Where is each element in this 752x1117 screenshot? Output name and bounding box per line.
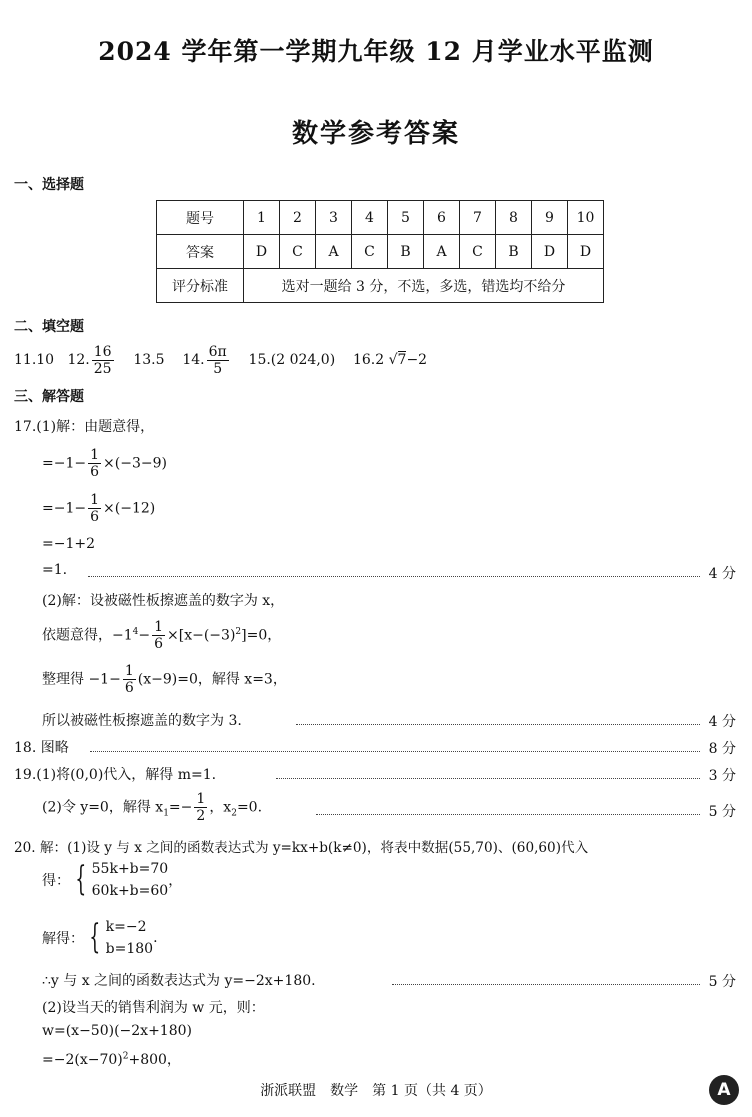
score-label: 5 分 xyxy=(708,804,736,820)
denominator: 6 xyxy=(90,464,100,480)
question-number: 10 xyxy=(568,201,604,235)
q20-line-7 xyxy=(42,1049,181,1069)
page-footer: 浙派联盟 数学 第 1 页（共 4 页） xyxy=(260,1083,492,1099)
answer-16 xyxy=(353,351,427,368)
dotted-leader xyxy=(316,814,700,815)
text-segment: 解得： xyxy=(42,931,84,947)
score-label: 4 分 xyxy=(708,566,736,582)
answer-cell: B xyxy=(496,235,532,269)
dotted-leader xyxy=(392,984,700,985)
text-segment: ，x xyxy=(209,799,232,816)
numerator: 16 xyxy=(93,343,112,360)
question-number: 5 xyxy=(388,201,424,235)
fraction xyxy=(88,493,101,524)
dotted-leader xyxy=(88,576,700,577)
q17-line-1: 17.(1)解：由题意得， xyxy=(14,419,155,435)
q17-line-4: =−1+2 xyxy=(42,536,96,552)
answer-14-label: 14. xyxy=(182,352,205,368)
q17-line-3 xyxy=(42,493,155,524)
subscript: 2 xyxy=(231,808,237,819)
numerator: 1 xyxy=(90,492,100,508)
question-number: 1 xyxy=(244,201,280,235)
q20-line-4: ∴y 与 x 之间的函数表达式为 y=−2x+180. xyxy=(42,973,316,989)
numerator: 1 xyxy=(90,447,100,463)
q18-line: 18. 图略 xyxy=(14,740,69,756)
numerator: 6π xyxy=(208,343,227,360)
q17-part2-line-2 xyxy=(42,617,281,651)
answer-16-tail: −2 xyxy=(406,352,428,368)
dotted-leader xyxy=(296,724,700,725)
text-segment: =−1− xyxy=(42,500,87,517)
q17-part2-line-4: 所以被磁性板擦遮盖的数字为 3. xyxy=(42,713,242,729)
answer-cell: D xyxy=(568,235,604,269)
scoring-text: 选对一题给 3 分，不选，多选，错选均不给分 xyxy=(244,269,604,303)
table-row-answers xyxy=(157,235,604,269)
section-heading-fill: 二、填空题 xyxy=(14,319,84,335)
numerator: 1 xyxy=(154,619,164,636)
fraction xyxy=(194,792,207,823)
dotted-leader xyxy=(90,751,700,752)
q20-system-1 xyxy=(42,858,182,902)
text-segment: ×[x−(−3) xyxy=(167,627,236,644)
answer-table xyxy=(156,200,604,303)
text-segment: . xyxy=(153,930,158,946)
answer-label: 答案 xyxy=(157,235,244,269)
fraction xyxy=(123,664,136,695)
text-segment: ]=0， xyxy=(241,627,282,644)
answer-cell: C xyxy=(280,235,316,269)
answer-cell: D xyxy=(532,235,568,269)
page-title: 2024 学年第一学期九年级 12 月学业水平监测 xyxy=(98,37,654,66)
text-segment: ， xyxy=(168,873,183,889)
answer-cell: C xyxy=(352,235,388,269)
equation: b=180 xyxy=(105,941,154,957)
text-segment: =− xyxy=(168,799,193,816)
answer-cell: D xyxy=(244,235,280,269)
text-segment: (2)令 y=0，解得 x xyxy=(42,799,164,816)
exponent: 4 xyxy=(132,627,139,637)
q17-line-5: =1. xyxy=(42,562,68,578)
score-label: 5 分 xyxy=(708,974,736,990)
q19-line-2 xyxy=(42,792,262,828)
text-segment: 整理得 −1− xyxy=(42,671,121,688)
exponent: 2 xyxy=(235,627,242,637)
q20-line-6: w=(x−50)(−2x+180) xyxy=(42,1023,192,1039)
equation: 55k+b=70 xyxy=(91,861,169,877)
equation-system xyxy=(106,916,153,960)
answer-14-fraction xyxy=(207,345,229,376)
table-header-label: 题号 xyxy=(157,201,244,235)
q17-line-2 xyxy=(42,448,167,479)
score-label: 8 分 xyxy=(708,741,736,757)
text-segment: ×(−12) xyxy=(103,500,156,517)
answer-cell: B xyxy=(388,235,424,269)
sqrt-icon: √ xyxy=(388,352,398,368)
q20-system-2 xyxy=(42,916,158,960)
table-row-numbers xyxy=(157,201,604,235)
denominator: 6 xyxy=(124,680,134,696)
text-segment: =−2(x−70) xyxy=(42,1052,123,1068)
question-number: 8 xyxy=(496,201,532,235)
denominator: 5 xyxy=(213,360,223,377)
text-segment: 得： xyxy=(42,873,70,889)
denominator: 6 xyxy=(90,509,100,525)
fill-answers xyxy=(14,343,427,377)
question-number: 6 xyxy=(424,201,460,235)
question-number: 3 xyxy=(316,201,352,235)
left-brace-icon: { xyxy=(75,859,87,900)
text-segment: (x−9)=0，解得 x=3， xyxy=(137,671,287,688)
fraction xyxy=(88,448,101,479)
denominator: 6 xyxy=(154,636,164,653)
equation-system xyxy=(92,858,169,902)
equation: 60k+b=60 xyxy=(91,883,169,899)
text-segment: ×(−3−9) xyxy=(103,455,167,472)
denominator: 2 xyxy=(196,808,206,824)
q19-line-1: 19.(1)将(0,0)代入，解得 m=1. xyxy=(14,767,217,783)
answer-16-coefficient: 16.2 xyxy=(352,352,385,368)
q20-line-5: (2)设当天的销售利润为 w 元，则： xyxy=(42,1000,265,1016)
text-segment: +800， xyxy=(128,1052,181,1068)
answer-15: 15.(2 024,0) xyxy=(248,352,336,368)
question-number: 9 xyxy=(532,201,568,235)
table-row-scoring xyxy=(157,269,604,303)
subscript: 1 xyxy=(163,808,169,819)
answer-16-radicand: 7 xyxy=(397,352,407,368)
answer-11: 11.10 xyxy=(14,352,55,368)
numerator: 1 xyxy=(124,663,134,679)
text-segment: − xyxy=(138,627,151,644)
text-segment: 依题意得，−1 xyxy=(42,627,133,644)
equation: k=−2 xyxy=(105,919,147,935)
answer-13: 13.5 xyxy=(133,352,165,368)
exponent: 2 xyxy=(122,1051,129,1062)
answer-cell: A xyxy=(316,235,352,269)
q17-part2-line-3 xyxy=(42,664,287,695)
page-subtitle: 数学参考答案 xyxy=(291,119,460,149)
q17-part2-line-1: (2)解：设被磁性板擦遮盖的数字为 x， xyxy=(42,593,285,609)
section-heading-choice: 一、选择题 xyxy=(14,177,84,193)
question-number: 4 xyxy=(352,201,388,235)
question-number: 7 xyxy=(460,201,496,235)
answer-12-fraction xyxy=(92,345,114,376)
dotted-leader xyxy=(276,778,700,779)
section-heading-solve: 三、解答题 xyxy=(14,389,84,405)
text-segment: =−1− xyxy=(42,455,87,472)
version-badge: A xyxy=(709,1075,739,1105)
fraction xyxy=(152,620,165,651)
score-label: 4 分 xyxy=(708,714,736,730)
text-segment: =0. xyxy=(236,799,263,816)
answer-12-label: 12. xyxy=(67,352,90,368)
denominator: 25 xyxy=(93,360,112,377)
left-brace-icon: { xyxy=(89,917,101,958)
q20-line-1: 20. 解：(1)设 y 与 x 之间的函数表达式为 y=kx+b(k≠0)，将表中数据(55,70)、(60,60)代入 xyxy=(14,840,589,856)
scoring-label: 评分标准 xyxy=(157,269,244,303)
answer-cell: C xyxy=(460,235,496,269)
score-label: 3 分 xyxy=(708,768,736,784)
question-number: 2 xyxy=(280,201,316,235)
numerator: 1 xyxy=(196,791,206,807)
answer-cell: A xyxy=(424,235,460,269)
